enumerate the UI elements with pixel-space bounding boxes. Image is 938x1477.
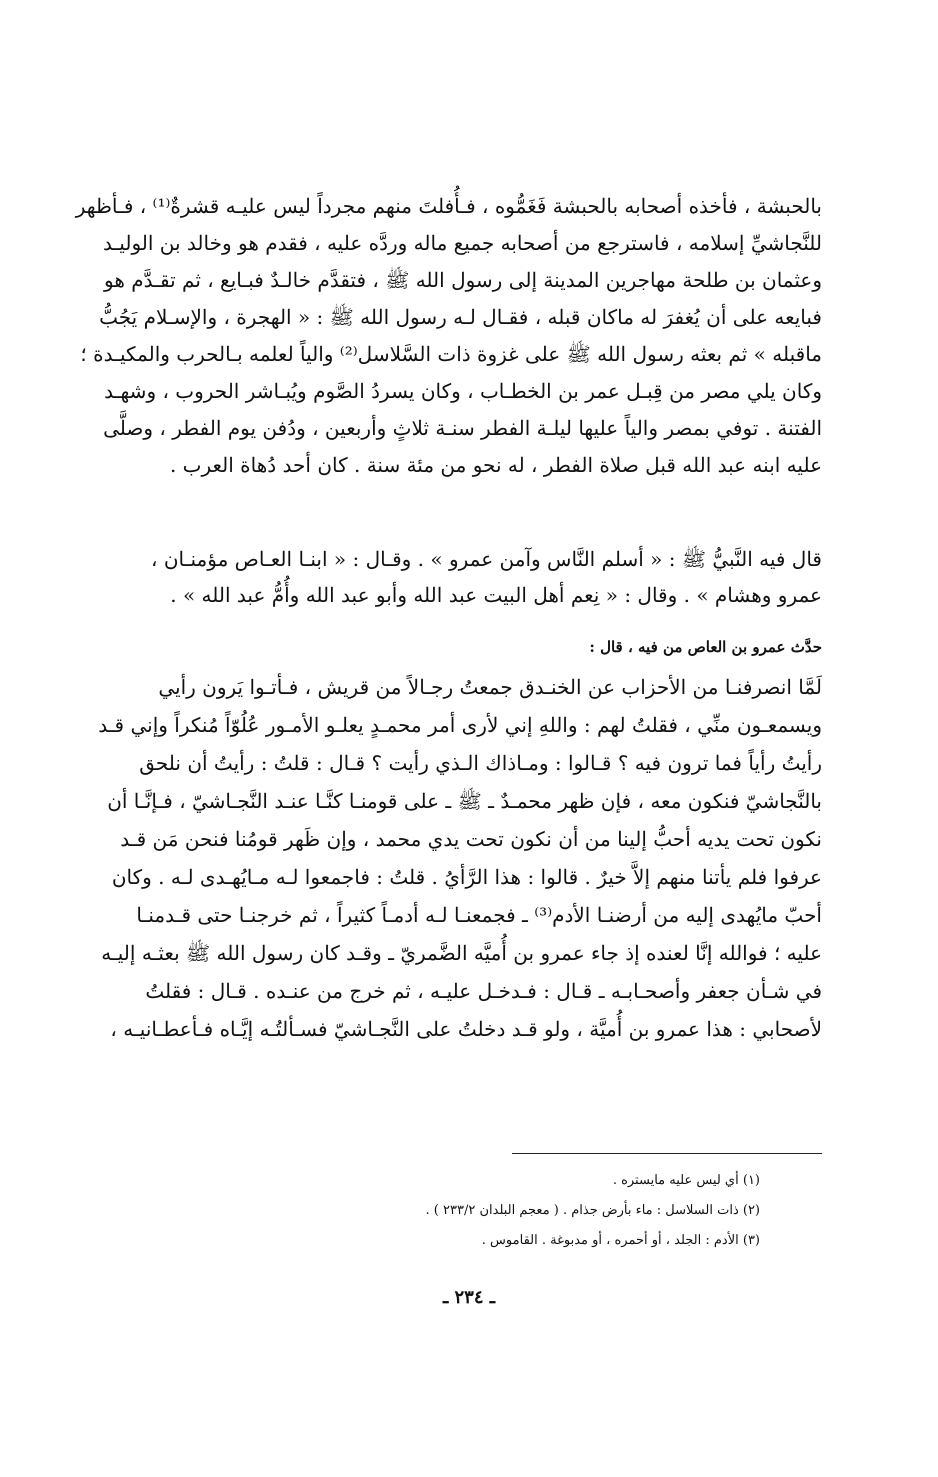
text-line: عمرو وهشام » . وقال : « نِعم أهل البيت عبد الله وأبو عبد الله وأُمُّ عبد الله » . — [170, 583, 822, 607]
footnote-3: (٣) الأدم : الجلد ، أو أحمره ، أو مدبوغة . القاموس . — [481, 1233, 760, 1248]
text-line: عليه ؛ فوالله إنَّا لعنده إذ جاء عمرو بن أُميَّه الضَّمريّ ـ وقـد كان رسول الله ﷺ بعثـه إليـه — [101, 941, 822, 965]
footnote-1: (١) أي ليس عليه مايستره . — [612, 1173, 760, 1188]
text-line: رأيتُ رأياً فما ترون فيه ؟ قـالوا : ومـاذاك الـذي رأيت ؟ قـال : قلتُ : رأيتُ أن نلحق — [139, 751, 822, 775]
section-heading: حدَّث عمرو بن العاص من فيه ، قال : — [589, 638, 822, 656]
footnote-2: (٢) ذات السلاسل : ماء بأرض جذام . ( معجم البلدان ٢٣٣/٢ ) . — [425, 1203, 760, 1218]
text-line: قال فيه النَّبيُّ ﷺ : « أسلم النَّاس وآمن عمرو » . وقـال : « ابنـا العـاص مؤمنـان ، — [151, 547, 822, 571]
text-line: عرفوا فلم يأتنا منهم إلاَّ خيرٌ . قالوا : هذا الرَّأيُ . قلتُ : فاجمعوا لـه مـايُهـدى لـه . وكان — [111, 865, 822, 889]
text-line: عليه ابنه عبد الله قبل صلاة الفطر ، له نحو من مئة سنة . كان أحد دُهاة العرب . — [169, 453, 822, 477]
text-line: فبايعه على أن يُغفرَ له ماكان قبله ، فقـال لـه رسول الله ﷺ : « الهجرة ، والإسـلام يَجُبُّ — [99, 305, 822, 329]
text-line: للنَّجاشيِّ إسلامه ، فاسترجع من أصحابه جميع ماله وردَّه عليه ، فقدم هو وخالد بن الوليـد — [102, 231, 822, 255]
text-line: لَمَّا انصرفنـا من الأحزاب عن الخنـدق جمعتُ رجـالاً من قريش ، فـأتـوا يَرون رأيي — [158, 675, 822, 699]
text-line: بالنَّجاشيّ فنكون معه ، فإن ظهر محمـدٌ ـ ﷺ ـ على قومنـا كنَّـا عنـد النَّجـاشيّ ، فـإنَّـا أن — [107, 789, 822, 813]
text-line: بالحبشة ، فأخذه أصحابه بالحبشة فَغَمُّوه ، فـأُفلتَ منهم مجرداً ليس عليـه قشرةٌ⁽¹⁾ ، فـأظهر — [75, 194, 822, 218]
text-line: وكان يلي مصر من قِبـل عمر بن الخطـاب ، وكان يسردُ الصَّوم ويُبـاشر الحروب ، وشهـد — [104, 379, 822, 403]
paragraph-biography — [75, 188, 822, 484]
text-line: نكون تحت يديه أحبُّ إلينا من أن نكون تحت يدي محمد ، وإن ظَهر قومُنا فنحن مَن قـد — [120, 827, 822, 851]
text-line: ويسمعـون منِّي ، فقلتُ لهم : واللهِ إني لأرى أمر محمـدٍ يعلـو الأمـور عُلُوّاً مُنكراً وإني قـد — [98, 713, 822, 737]
page-number: ـ ٢٣٤ ـ — [442, 1287, 496, 1308]
text-line: في شـأن جعفر وأصحـابـه ـ قـال : فـدخـل عليـه ، ثم خرج من عنـده . قـال : فقلتُ — [145, 979, 822, 1003]
paragraph-prophet-sayings — [118, 541, 822, 613]
paragraph-narration — [98, 668, 822, 1048]
text-line: ماقبله » ثم بعثه رسول الله ﷺ على غزوة ذات السَّلاسل⁽²⁾ والياً لعلمه بـالحرب والمكيـدة ؛ — [80, 342, 822, 366]
footnotes — [118, 1166, 760, 1256]
text-line: أحبّ مايُهدى إليه من أرضنـا الأدم⁽³⁾ ـ فجمعنـا لـه أدمـاً كثيراً ، ثم خرجنـا حتى قـدمنـا — [136, 903, 822, 927]
footnote-divider — [512, 1153, 822, 1154]
text-line: الفتنة . توفي بمصر والياً عليها ليلـة الفطر سنـة ثلاثٍ وأربعين ، ودُفن يوم الفطر ، وصلَّى — [103, 416, 822, 440]
text-line: وعثمان بن طلحة مهاجرين المدينة إلى رسول الله ﷺ ، فتقدَّم خالـدٌ فبـايع ، ثم تقـدَّم هو — [103, 268, 822, 292]
text-line: لأصحابي : هذا عمرو بن أُميَّة ، ولو قـد دخلتُ على النَّجـاشيّ فسـألتُـه إيَّـاه فـأعطـانيـه ، — [110, 1017, 822, 1041]
